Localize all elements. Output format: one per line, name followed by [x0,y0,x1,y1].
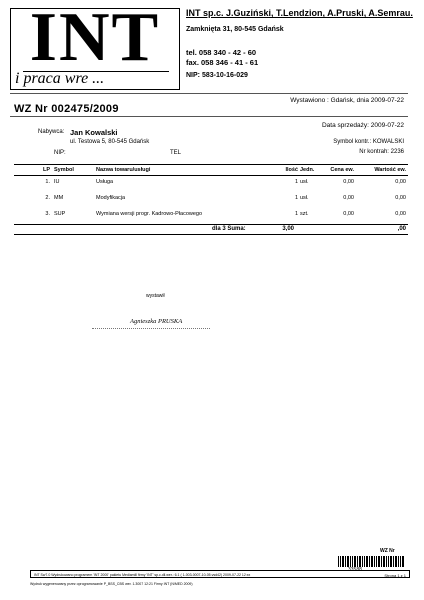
footer-wz-label: WZ Nr [380,548,395,554]
row-price: 0,00 [343,179,354,185]
header-name: Nazwa towaru/usługi [96,167,151,173]
row-symbol: SUP [54,211,66,217]
row-lp: 2. [45,195,50,201]
signer-name: Agnieszka PRUSKA [130,318,183,325]
header-qty: Ilość [285,167,298,173]
signature-line [92,328,210,329]
buyer-nip-label: NIP: [54,150,66,156]
buyer-symbol: Symbol kontr.: KOWALSKI [333,139,404,145]
sale-date: Data sprzedaży: 2009-07-22 [321,122,404,129]
header-symbol: Symbol [54,167,74,173]
buyer-label: Nabywca: [38,129,65,135]
row-lp: 1. [45,179,50,185]
header-unit: Jedn. [300,167,315,173]
buyer-name: Jan Kowalski [70,128,118,137]
company-phone: tel. 058 340 - 42 - 60 [186,48,257,57]
row-price: 0,00 [343,195,354,201]
row-value: 0,00 [395,195,406,201]
buyer-address: ul. Testowa 5, 80-545 Gdańsk [70,139,150,145]
row-qty: 1 [294,211,298,217]
row-symbol: IU [54,179,60,185]
row-unit: szt. [300,211,309,217]
header-divider [10,93,408,94]
sum-label: dla 3 Suma: [212,226,246,232]
table-row [14,192,408,208]
company-address: Zamknięta 31, 80-545 Gdańsk [186,26,284,33]
row-name: Usługa [96,179,114,185]
company-nip: NIP: 583-10-16-029 [186,72,248,79]
company-fax: fax. 058 346 - 41 - 61 [186,58,259,67]
header-value: Wartość ew. [374,167,406,173]
header-lp: LP [42,167,50,173]
footer-note: Wydruk wygenerowany przez oprogramowanie P_BSS_CBS wer. 1.3007 12:21 Firmy INT (N/MED 2009) [30,582,193,586]
barcode-icon [338,556,404,567]
row-unit: usł. [300,195,309,201]
buyer-contract-no: Nr kontrah: 2236 [359,149,404,155]
title-divider [10,116,408,117]
table-row [14,208,408,224]
sum-bottom-line [14,234,408,235]
footer-box [30,570,410,578]
page-number: Strona 1 z 1 [384,572,406,578]
barcode-number: 33588 [348,567,362,573]
issue-place-date: Wystawiono : Gdańsk, dnia 2009-07-22 [290,97,404,104]
sum-top-line [14,224,408,225]
company-logo [10,0,180,90]
header-price: Cena ew. [330,167,354,173]
buyer-tel-label: TEL [170,150,182,156]
table-sum-row [14,224,408,234]
sum-value: ,00 [397,226,406,232]
footer-print-info: INT Sw7.0 Wydrukowano programem 'INT 2000' pakietu Mediamill firmy 'INT' sp.c.dll.wer.: 6.1 ( 1-003-0007-10-05.vsd42) 2009-07-22 12:xx [34,572,251,577]
row-lp: 3. [45,211,50,217]
issued-by-label: wystawił [146,293,165,299]
row-symbol: MM [54,195,64,201]
table-header [14,164,408,176]
company-name: INT sp.c. J.Guziński, T.Lendzion, A.Pruski, A.Semrau. [186,8,413,18]
row-name: Wymiana wersji progr. Kadrowo-Płacowego [96,211,203,217]
row-value: 0,00 [395,179,406,185]
row-unit: usł. [300,179,309,185]
row-value: 0,00 [395,211,406,217]
logo-text: INT [29,0,161,76]
logo-tagline: i praca wre ... [15,70,105,87]
table-row [14,176,408,192]
row-qty: 1 [294,179,298,185]
sum-qty: 3,00 [282,226,294,232]
document-title: WZ Nr 002475/2009 [14,103,119,115]
row-qty: 1 [294,195,298,201]
items-table [14,164,408,234]
row-name: Modyfikacja [96,195,126,201]
row-price: 0,00 [343,211,354,217]
